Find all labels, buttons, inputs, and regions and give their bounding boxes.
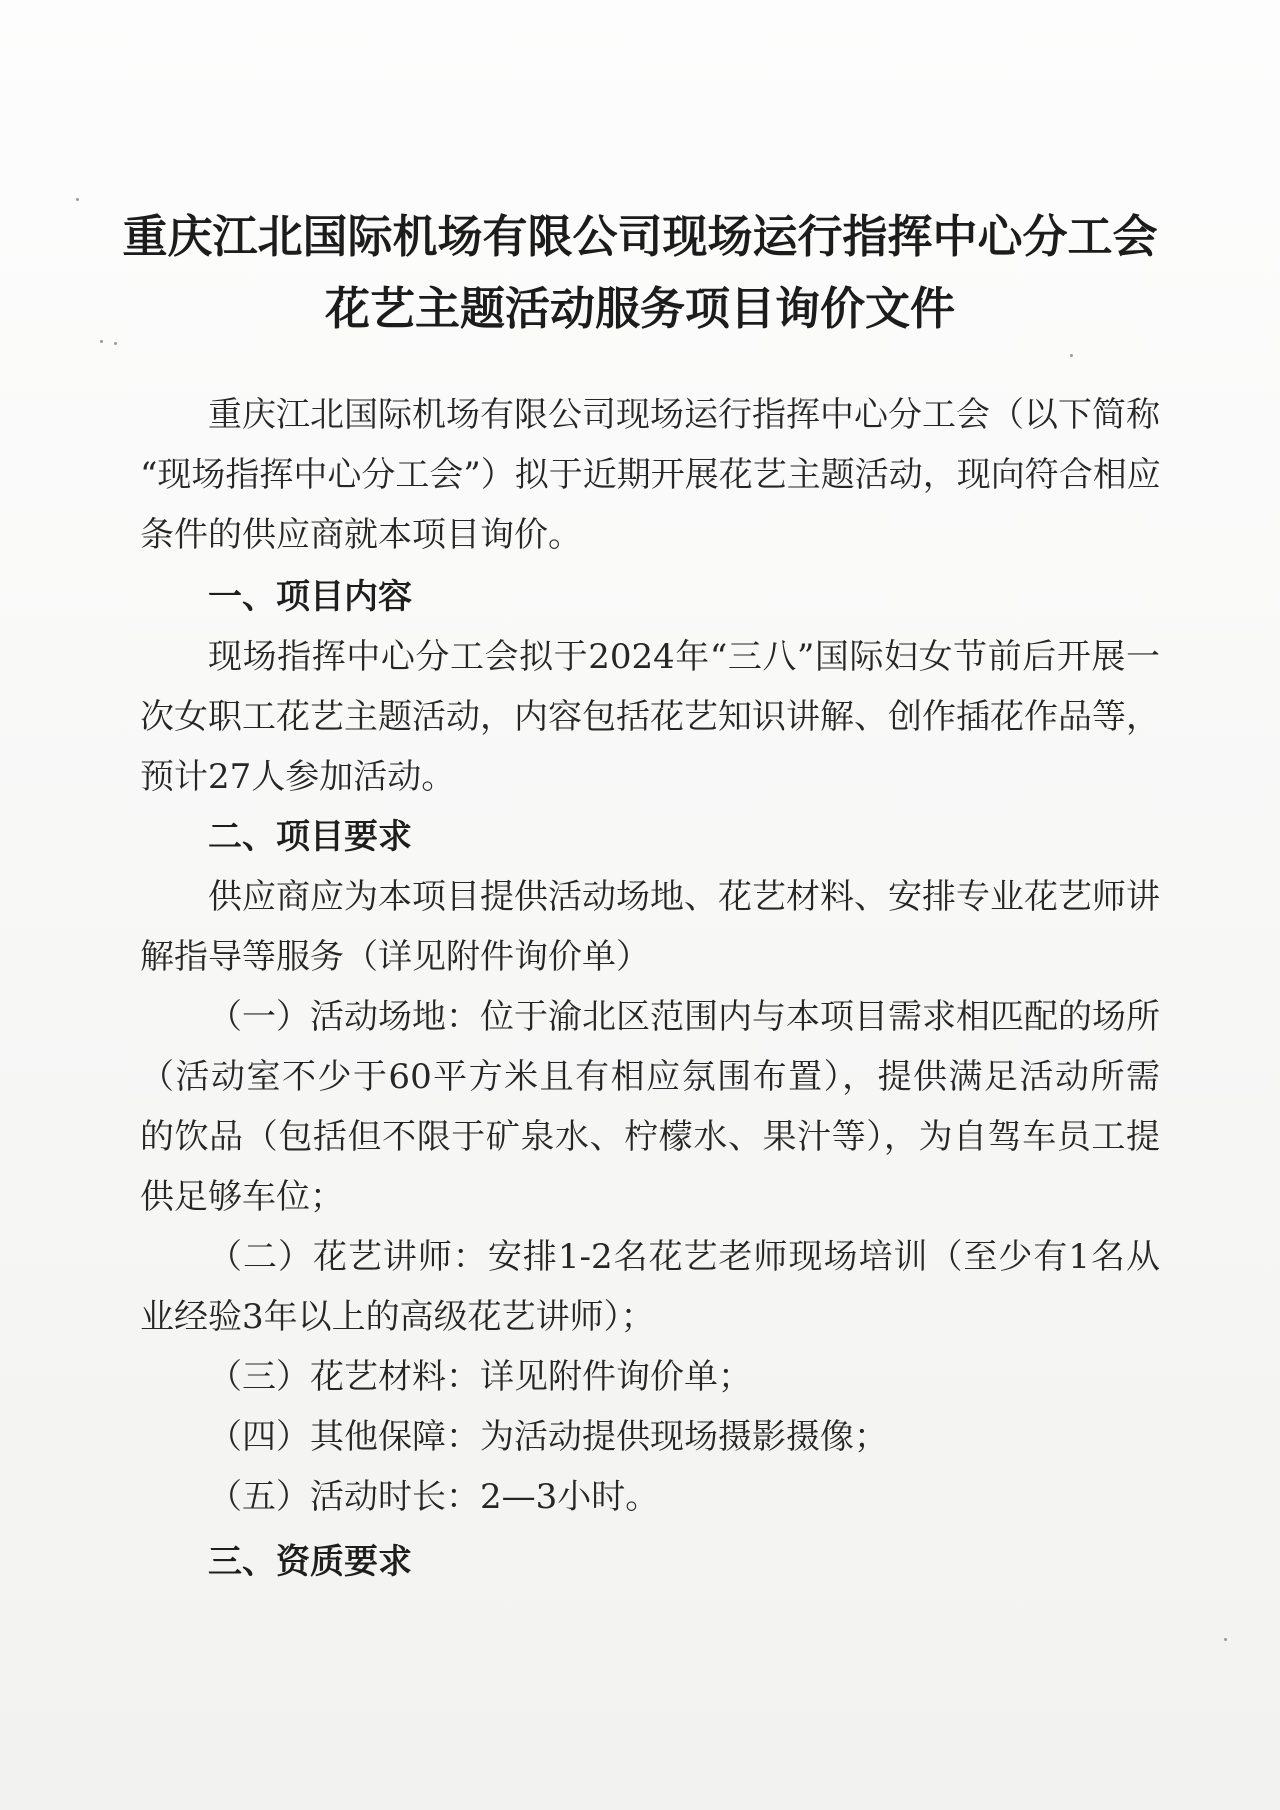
section-1-line: 预计27人参加活动。	[140, 757, 456, 797]
document-title-line-2: 花艺主题活动服务项目询价文件	[324, 282, 955, 335]
requirement-item-4: （四）其他保障：为活动提供现场摄影摄像；	[208, 1417, 888, 1457]
requirement-item-1: 的饮品（包括但不限于矿泉水、柠檬水、果汁等），为自驾车员工提	[140, 1117, 1160, 1157]
requirement-item-2: 业经验3年以上的高级花艺讲师）；	[140, 1297, 655, 1337]
document-title-line-1: 重庆江北国际机场有限公司现场运行指挥中心分工会	[122, 210, 1158, 263]
section-3	[140, 1532, 1160, 1592]
intro-paragraph	[140, 385, 1160, 565]
section-1-line: 次女职工花艺主题活动，内容包括花艺知识讲解、创作插花作品等，	[140, 697, 1160, 737]
intro-line: 条件的供应商就本项目询价。	[140, 515, 582, 555]
paper-speck	[1224, 1638, 1227, 1641]
section-1	[140, 567, 1160, 807]
section-2	[140, 807, 1160, 1527]
requirement-item-2: （二）花艺讲师：安排1-2名花艺老师现场培训（至少有1名从	[208, 1237, 1160, 1277]
paper-speck	[1070, 354, 1073, 357]
intro-line: “现场指挥中心分工会”）拟于近期开展花艺主题活动，现向符合相应	[140, 455, 1161, 495]
section-2-heading: 二、项目要求	[208, 817, 412, 857]
intro-line: 重庆江北国际机场有限公司现场运行指挥中心分工会（以下简称	[208, 395, 1160, 435]
requirement-item-1: （活动室不少于60平方米且有相应氛围布置），提供满足活动所需	[140, 1057, 1160, 1097]
section-2-intro-line: 供应商应为本项目提供活动场地、花艺材料、安排专业花艺师讲	[208, 877, 1160, 917]
section-1-heading: 一、项目内容	[208, 577, 412, 617]
section-2-intro-line: 解指导等服务（详见附件询价单）	[140, 937, 650, 977]
section-1-line: 现场指挥中心分工会拟于2024年“三八”国际妇女节前后开展一	[208, 637, 1160, 677]
requirement-item-1: （一）活动场地：位于渝北区范围内与本项目需求相匹配的场所	[208, 997, 1160, 1037]
requirement-item-1: 供足够车位；	[140, 1177, 344, 1217]
requirement-item-3: （三）花艺材料：详见附件询价单；	[208, 1357, 752, 1397]
section-3-heading: 三、资质要求	[208, 1542, 412, 1582]
requirement-item-5: （五）活动时长：2—3小时。	[208, 1477, 660, 1517]
paper-speck	[114, 342, 117, 345]
paper-speck	[100, 340, 103, 343]
